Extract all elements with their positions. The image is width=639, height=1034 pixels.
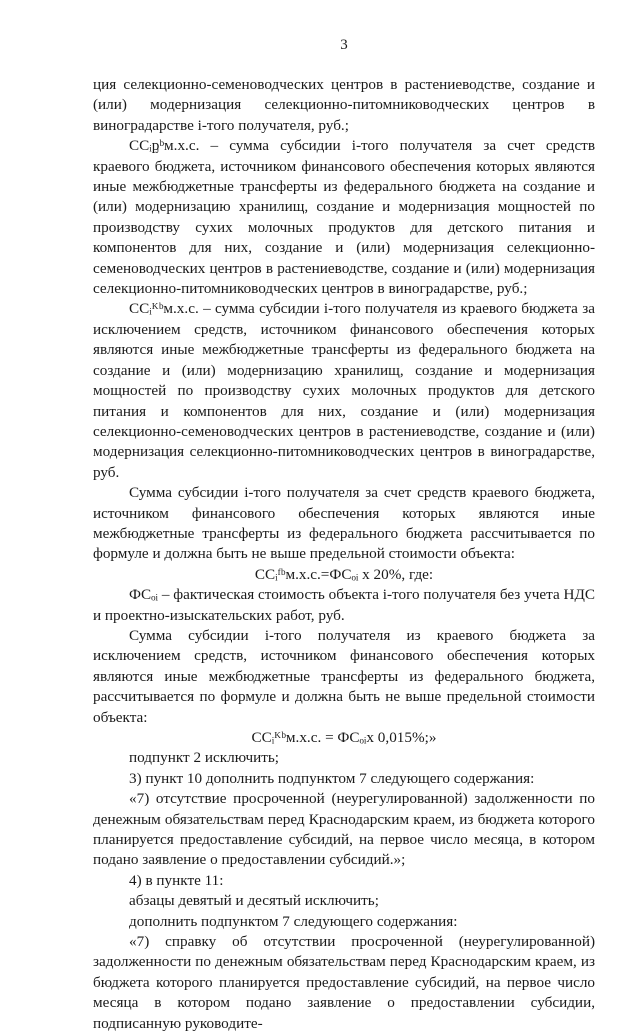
paragraph: 3) пункт 10 дополнить подпунктом 7 следующего содержания: — [129, 769, 535, 787]
paragraph: Сумма субсидии i-того получателя за счет средств краевого бюджета, источником финансового обеспечения которых являются иные межбюджетные трансферты из федерального бюджета рассчитывается по формуле и должна быть не выше предельной стоимости объекта: — [93, 484, 595, 563]
paragraph: абзацы девятый и десятый исключить; — [129, 892, 379, 910]
document-body — [93, 75, 595, 1034]
formula: ССᵢᴷᵇм.х.с. = ФСₒᵢх 0,015%;» — [251, 729, 437, 746]
paragraph: 4) в пункте 11: — [129, 871, 224, 889]
paragraph: ССᵢᶈᵇм.х.с. – сумма субсидии i-того получателя за счет средств краевого бюджета, источником финансового обеспечения которых являются иные межбюджетные трансферты из федерального бюджета на создание и (или) модернизацию хранилищ, создание и модернизация мощностей по производству сухих молочных продуктов для детского питания и компонентов для них, создание и (или) модернизация селекционно-семеноводческих центров в растениеводстве, создание и (или) модернизация селекционно-питомниководческих центров в виноградарстве, руб.; — [93, 137, 595, 298]
paragraph: Сумма субсидии i-того получателя из краевого бюджета за исключением средств, источником финансового обеспечения которых являются иные межбюджетные трансферты из федерального бюджета, рассчитывается по формуле и должна быть не выше предельной стоимости объекта: — [93, 626, 595, 726]
page-number: 3 — [340, 37, 348, 53]
paragraph: «7) отсутствие просроченной (неурегулированной) задолженности по денежным обязательствам перед Краснодарским краем, из бюджета которого планируется предоставление субсидий, на первое число месяца, в котором подано заявление о предоставлении субсидий.»; — [93, 790, 595, 869]
formula: ССᵢᶠᵇм.х.с.=ФСₒᵢ х 20%, где: — [254, 565, 434, 583]
paragraph: подпункт 2 исключить; — [129, 749, 280, 767]
paragraph: ФСₒᵢ – фактическая стоимость объекта i-того получателя без учета НДС и проектно-изыскательских работ, руб. — [93, 586, 595, 624]
paragraph: ция селекционно-семеноводческих центров в растениеводстве, создание и (или) модернизация селекционно-питомниководческих центров в виноградарстве i-того получателя, руб.; — [93, 76, 595, 134]
paragraph: ССᵢᴷᵇм.х.с. – сумма субсидии i-того получателя из краевого бюджета за исключением средств, источником финансового обеспечения которых являются иные межбюджетные трансферты из федерального бюджета на создание и (или) модернизацию хранилищ, создание и модернизация мощностей по производству сухих молочных продуктов для детского питания и компонентов для них, создание и (или) модернизация селекционно-семеноводческих центров в растениеводстве, создание и (или) модернизация селекционно-питомниководческих центров в виноградарстве, руб. — [93, 300, 595, 481]
paragraph: «7) справку об отсутствии просроченной (неурегулированной) задолженности по денежным обязательствам перед Краснодарским краем, из бюджета которого планируется предоставление субсидий, на первое число месяца в котором подано заявление о предоставлении субсидии, подписанную руководите- — [93, 933, 595, 1032]
paragraph: дополнить подпунктом 7 следующего содержания: — [129, 912, 458, 930]
